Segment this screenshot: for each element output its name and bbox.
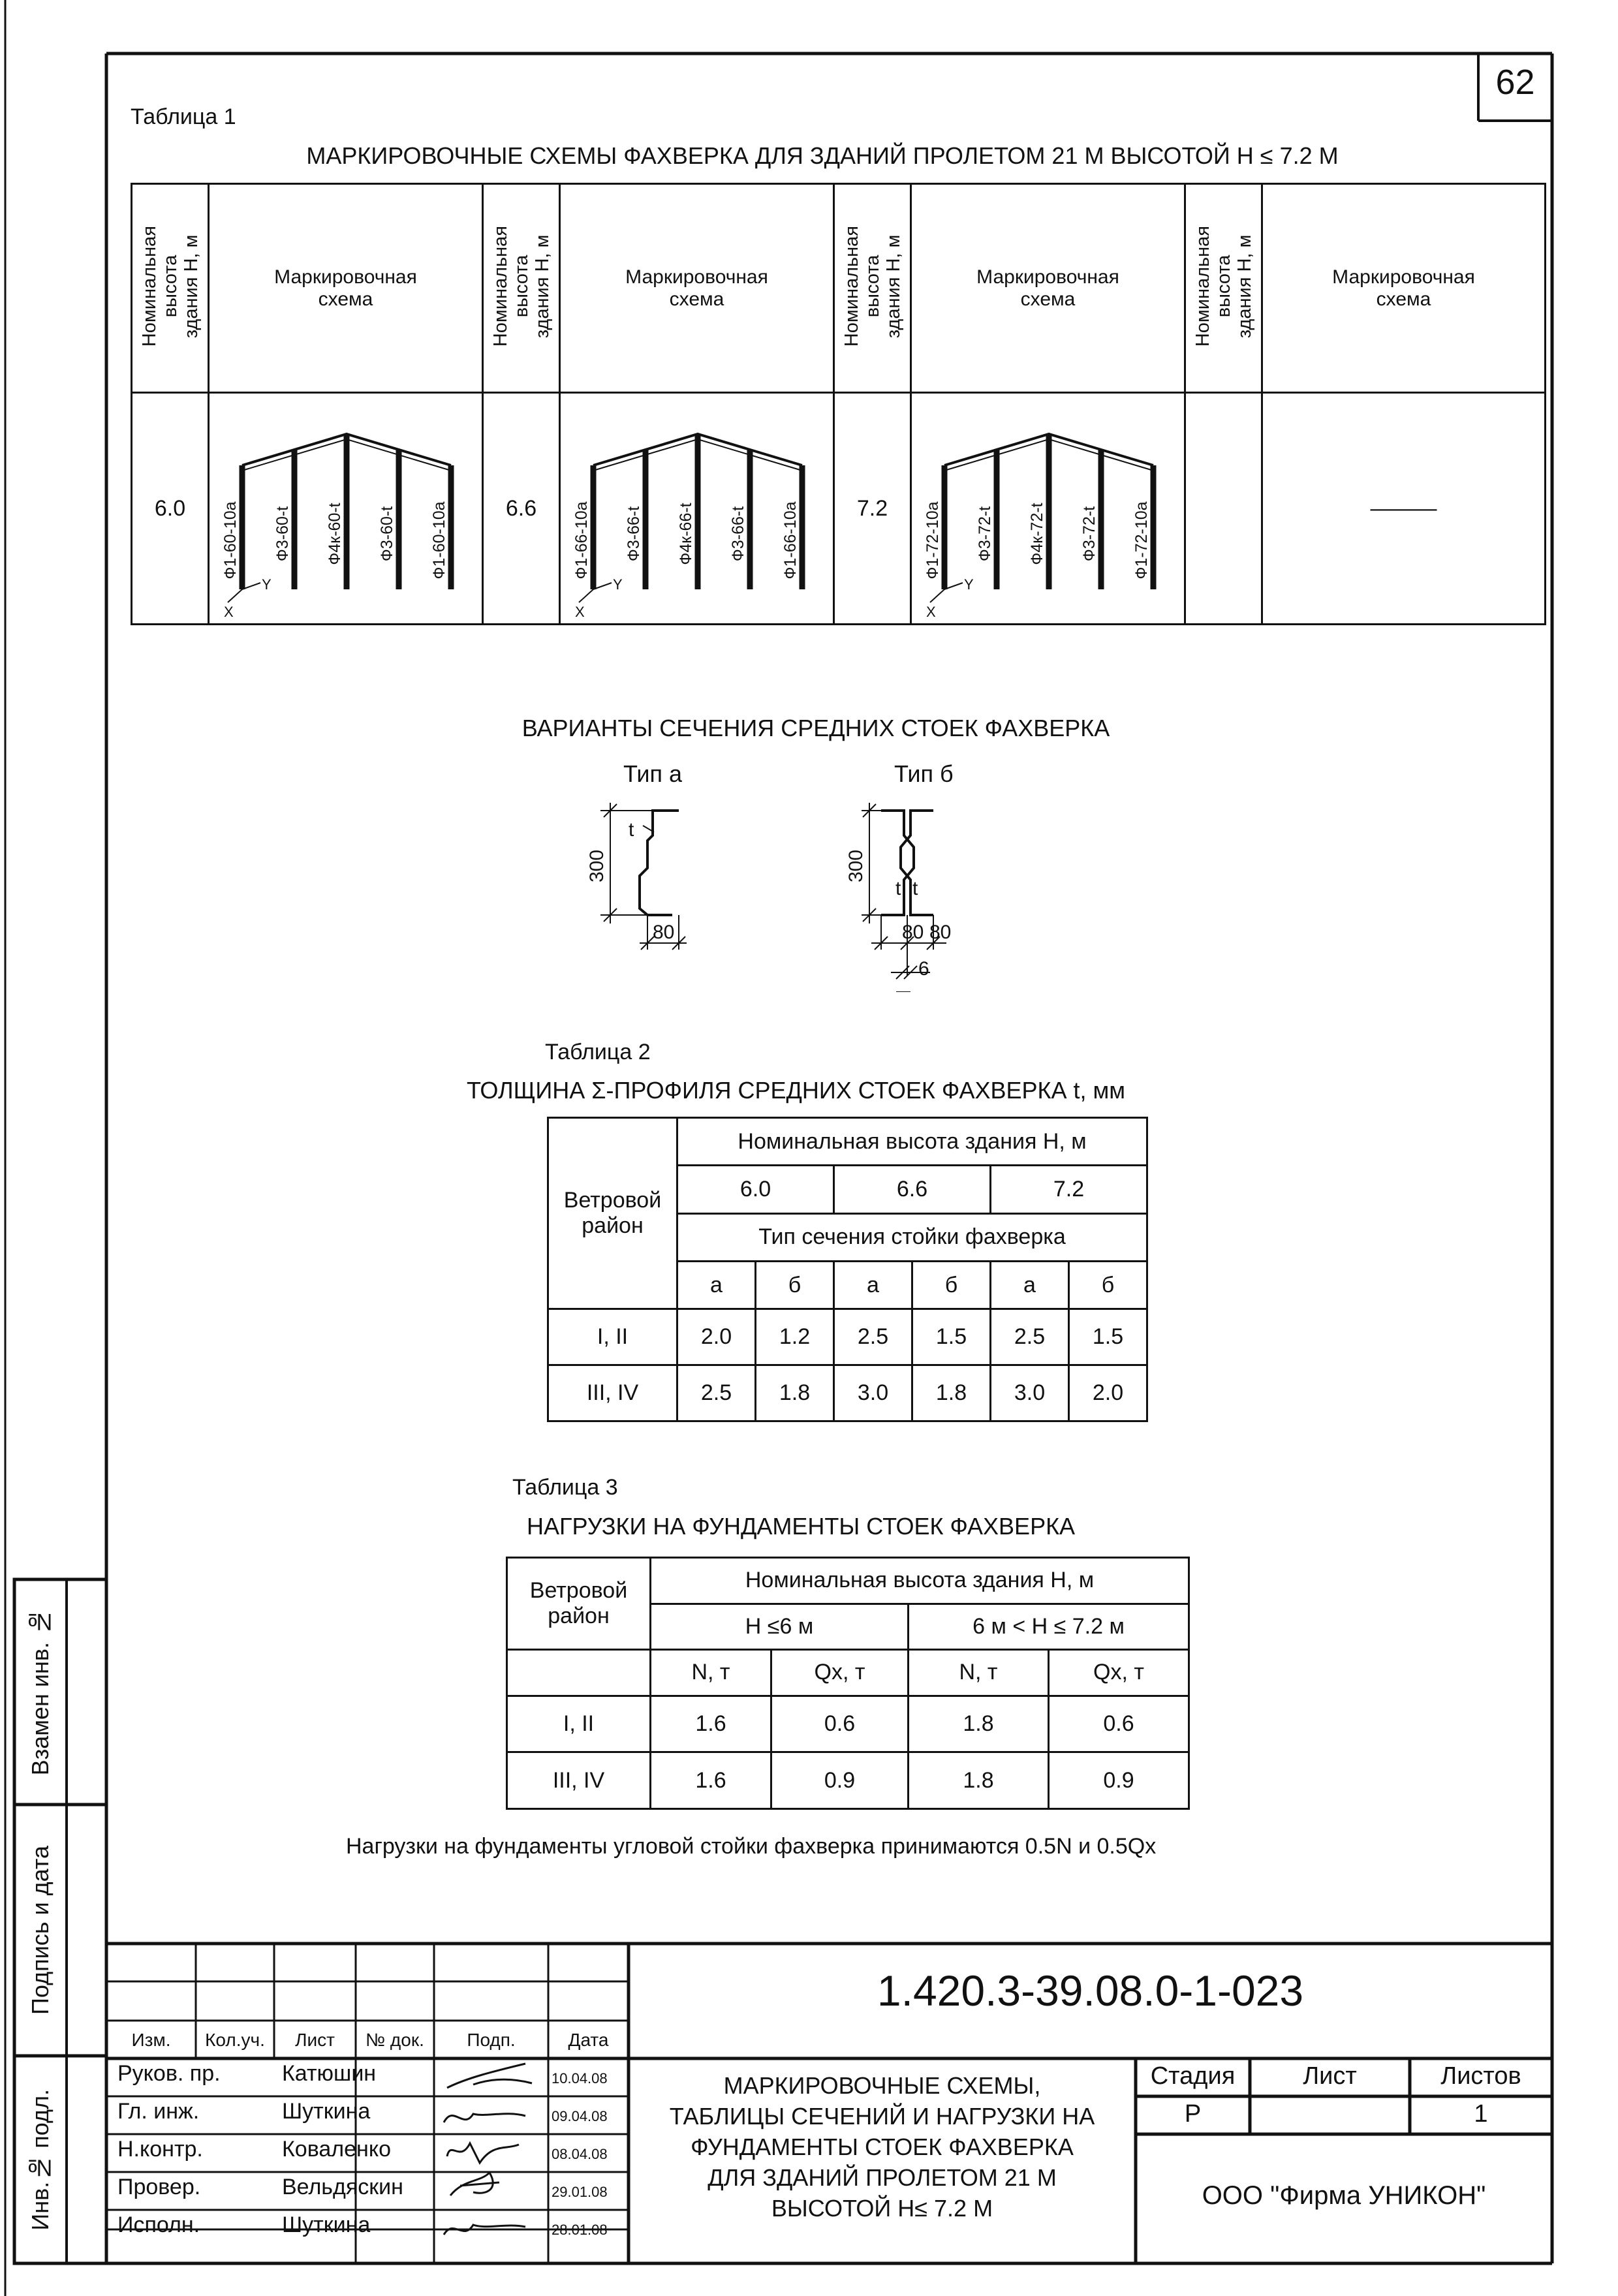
table2-type: б xyxy=(756,1261,834,1309)
table1-col-scheme-4: Маркировочная схема xyxy=(1262,184,1546,393)
page-number: 62 xyxy=(1495,63,1535,102)
tb-role: Исполн. xyxy=(117,2212,200,2237)
table1-col-scheme-3: Маркировочная схема xyxy=(911,184,1185,393)
table3-cell: 0.6 xyxy=(1049,1696,1189,1752)
table3-sub: N, т xyxy=(651,1650,771,1696)
table2-wind-header: Ветровой район xyxy=(548,1118,677,1309)
axis-y-label: Y xyxy=(613,576,623,593)
tb-col-list: Лист xyxy=(295,2030,335,2050)
table2-cell: 1.5 xyxy=(912,1309,991,1365)
table3-cell: 1.6 xyxy=(651,1696,771,1752)
scheme-column-label: Ф3-72-t xyxy=(976,506,994,562)
table3-sub: N, т xyxy=(909,1650,1049,1696)
tb-date: 09.04.08 xyxy=(552,2108,608,2124)
table3-caption: Таблица 3 xyxy=(512,1475,618,1500)
tb-col-kolvo: Кол.уч. xyxy=(205,2030,265,2050)
table1-height-value: 6.6 xyxy=(483,393,560,625)
scheme-column-label: Ф4к-72-t xyxy=(1028,503,1046,565)
scheme-column-label: Ф4к-66-t xyxy=(677,503,695,565)
axis-x-label: X xyxy=(575,604,585,620)
scheme-column-label: Ф1-72-10а xyxy=(1132,501,1151,580)
table3-range-2: 6 м < Н ≤ 7.2 м xyxy=(909,1604,1189,1650)
scheme-column-label: Ф1-72-10а xyxy=(924,501,942,580)
tb-col-date: Дата xyxy=(568,2030,609,2050)
company: ООО "Фирма УНИКОН" xyxy=(1202,2181,1486,2210)
table3-cell: 1.8 xyxy=(909,1696,1049,1752)
type-b-dim-80-left: 80 xyxy=(902,922,924,943)
table2-type: б xyxy=(912,1261,991,1309)
table3-region: III, IV xyxy=(507,1752,651,1809)
table2-cell: 1.2 xyxy=(756,1309,834,1365)
table1-height-value: 6.0 xyxy=(132,393,209,625)
signatures xyxy=(434,2058,548,2263)
scheme-column-label: Ф1-60-10а xyxy=(221,501,240,580)
table2-type: б xyxy=(1069,1261,1147,1309)
table1-caption: Таблица 1 xyxy=(131,104,236,129)
scheme-column-label: Ф3-66-t xyxy=(625,506,643,562)
tb-col-izm: Изм. xyxy=(131,2030,171,2050)
tb-date: 29.01.08 xyxy=(552,2184,608,2200)
scheme-column-label: Ф1-60-10а xyxy=(430,501,448,580)
axis-x-label: X xyxy=(224,604,234,620)
stage-value: Р xyxy=(1184,2100,1202,2128)
tb-col-sign: Подп. xyxy=(467,2030,516,2050)
table2-cell: 2.5 xyxy=(834,1309,912,1365)
scheme-column-label: Ф3-72-t xyxy=(1080,506,1098,562)
tb-role: Н.контр. xyxy=(117,2137,203,2162)
table2-height-header: Номинальная высота здания Н, м xyxy=(677,1118,1147,1166)
table2-cell: 3.0 xyxy=(991,1365,1069,1421)
tb-role: Провер. xyxy=(117,2175,201,2199)
type-b-dim-300: 300 xyxy=(845,849,867,883)
table2-cell: 1.8 xyxy=(912,1365,991,1421)
axis-x-label: X xyxy=(926,604,936,620)
type-a-dim-t: t xyxy=(629,819,634,841)
table2-region: I, II xyxy=(548,1309,677,1365)
table2-type: а xyxy=(677,1261,756,1309)
type-b-dim-6: 6 xyxy=(918,958,929,980)
table2-height-6-6: 6.6 xyxy=(834,1166,991,1213)
table3-region: I, II xyxy=(507,1696,651,1752)
tb-role: Гл. инж. xyxy=(117,2099,200,2124)
scheme-column-label: Ф3-60-t xyxy=(273,506,292,562)
table2-cell: 2.5 xyxy=(991,1309,1069,1365)
sections-title: ВАРИАНТЫ СЕЧЕНИЯ СРЕДНИХ СТОЕК ФАХВЕРКА xyxy=(521,715,1110,741)
table3-note: Нагрузки на фундаменты угловой стойки фахверка принимаются 0.5N и 0.5Qx xyxy=(346,1834,1157,1859)
table2-cell: 1.8 xyxy=(756,1365,834,1421)
tb-date: 08.04.08 xyxy=(552,2146,608,2162)
tb-name: Шуткина xyxy=(282,2099,371,2124)
type-b-dim-t-right: t xyxy=(912,878,918,899)
table3-range-1: Н ≤6 м xyxy=(651,1604,909,1650)
table3-cell: 1.8 xyxy=(909,1752,1049,1809)
table2-cell: 2.5 xyxy=(677,1365,756,1421)
axis-y-label: Y xyxy=(262,576,272,593)
table2-cell: 2.0 xyxy=(677,1309,756,1365)
tb-date: 10.04.08 xyxy=(552,2070,608,2087)
doc-code: 1.420.3-39.08.0-1-023 xyxy=(877,1966,1304,2015)
table1-col-height-1: Номинальная высота здания Н, м xyxy=(132,184,209,393)
scheme-column-label: Ф3-66-t xyxy=(729,506,747,562)
table1-title: МАРКИРОВОЧНЫЕ СХЕМЫ ФАХВЕРКА ДЛЯ ЗДАНИЙ ПРОЛЕТОМ 21 М ВЫСОТОЙ H ≤ 7.2 М xyxy=(306,142,1339,169)
table3-wind-header: Ветровой район xyxy=(507,1558,651,1650)
tb-name: Катюшин xyxy=(282,2061,377,2086)
tb-name: Вельдяскин xyxy=(282,2175,403,2199)
axis-y-label: Y xyxy=(964,576,974,593)
table1-col-height-3: Номинальная высота здания Н, м xyxy=(834,184,911,393)
table3-sub: Qx, т xyxy=(771,1650,909,1696)
doc-title: МАРКИРОВОЧНЫЕ СХЕМЫ, ТАБЛИЦЫ СЕЧЕНИЙ И НАГРУЗКИ НА ФУНДАМЕНТЫ СТОЕК ФАХВЕРКА ДЛЯ ЗДАНИЙ ПРОЛЕТОМ 21 М ВЫСОТОЙ Н≤ 7.2 М xyxy=(669,2072,1095,2222)
table1-col-scheme-2: Маркировочная схема xyxy=(560,184,834,393)
table3-cell: 0.6 xyxy=(771,1696,909,1752)
sheets-label: Листов xyxy=(1440,2062,1521,2090)
type-b-dim-t-left: t xyxy=(895,878,901,899)
table1-scheme-empty: ——— xyxy=(1262,393,1546,625)
tb-role: Руков. пр. xyxy=(117,2061,221,2086)
table2-type: а xyxy=(834,1261,912,1309)
scheme-column-label: Ф3-60-t xyxy=(378,506,396,562)
table1-height-value: 7.2 xyxy=(834,393,911,625)
scheme-column-label: Ф4к-60-t xyxy=(326,503,344,565)
table2-region: III, IV xyxy=(548,1365,677,1421)
table3-cell: 0.9 xyxy=(771,1752,909,1809)
table2-cell: 2.0 xyxy=(1069,1365,1147,1421)
table3-sub: Qx, т xyxy=(1049,1650,1189,1696)
table2-type: а xyxy=(991,1261,1069,1309)
type-a-label: Тип а xyxy=(623,760,683,787)
table1-col-scheme-1: Маркировочная схема xyxy=(209,184,483,393)
table3-height-header: Номинальная высота здания Н, м xyxy=(651,1558,1189,1604)
type-b-label: Тип б xyxy=(894,760,954,787)
table1-col-height-2: Номинальная высота здания Н, м xyxy=(483,184,560,393)
type-a-dim-300: 300 xyxy=(586,849,608,883)
scheme-column-label: Ф1-66-10а xyxy=(781,501,800,580)
stage-label: Стадия xyxy=(1150,2062,1236,2090)
sheets-value: 1 xyxy=(1474,2100,1488,2128)
table2-height-6-0: 6.0 xyxy=(677,1166,834,1213)
table2-height-7-2: 7.2 xyxy=(991,1166,1147,1213)
table2-cell: 3.0 xyxy=(834,1365,912,1421)
table2-type-header: Тип сечения стойки фахверка xyxy=(677,1213,1147,1261)
tb-name: Коваленко xyxy=(282,2137,391,2162)
table2-caption: Таблица 2 xyxy=(545,1040,651,1064)
tb-date: 28.01.08 xyxy=(552,2222,608,2238)
table3-cell: 0.9 xyxy=(1049,1752,1189,1809)
side-stamp-replace: Взамен инв. № xyxy=(27,1608,54,1776)
table3-cell: 1.6 xyxy=(651,1752,771,1809)
table1-col-height-4: Номинальная высота здания Н, м xyxy=(1185,184,1262,393)
side-stamp-signature: Подпись и дата xyxy=(27,1846,54,2015)
tb-col-doc: № док. xyxy=(366,2030,424,2050)
type-a-dim-80: 80 xyxy=(653,922,675,943)
scheme-column-label: Ф1-66-10а xyxy=(572,501,591,580)
type-b-dim-80-right: 80 xyxy=(929,922,952,943)
tb-name: Шуткина xyxy=(282,2212,371,2237)
table3-title: НАГРУЗКИ НА ФУНДАМЕНТЫ СТОЕК ФАХВЕРКА xyxy=(527,1513,1076,1540)
side-stamp-inv: Инв.№ подл. xyxy=(27,2088,54,2231)
sheet-label: Лист xyxy=(1303,2062,1357,2090)
table2-cell: 1.5 xyxy=(1069,1309,1147,1365)
table2-title: ТОЛЩИНА Σ-ПРОФИЛЯ СРЕДНИХ СТОЕК ФАХВЕРКА t, мм xyxy=(467,1077,1126,1104)
